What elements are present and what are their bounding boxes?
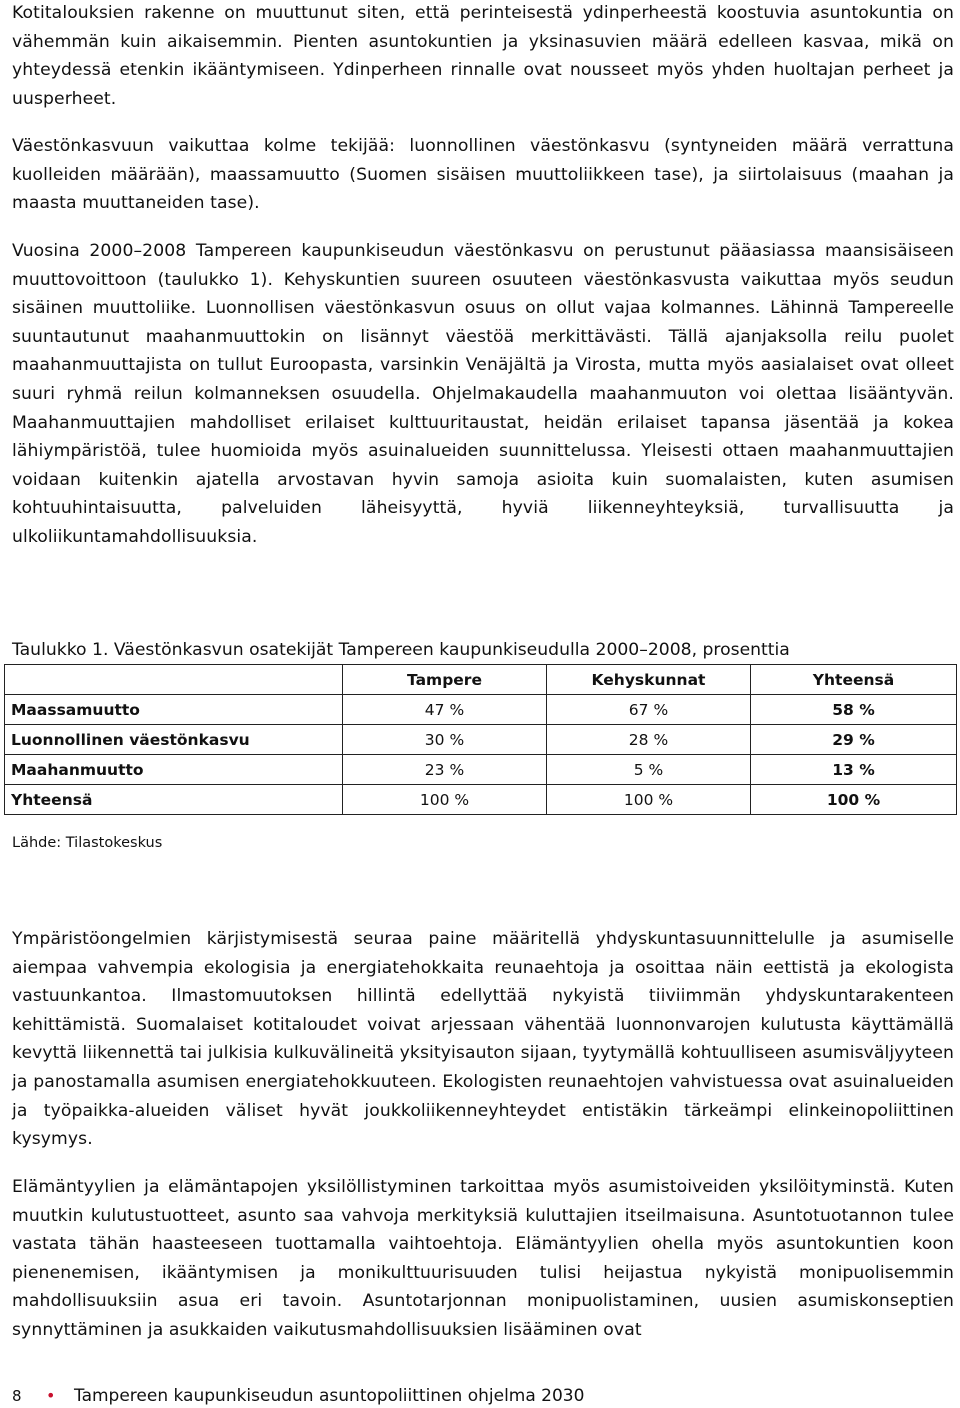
table-source-note: Lähde: Tilastokeskus xyxy=(12,835,163,851)
paragraph-environmental-issues: Ympäristöongelmien kärjistymisestä seuraa paine määritellä yhdyskuntasuunnittelulle ja asumiselle aiempaa vahvempia ekologisia ja energiatehokkaita reunaehtoja ja osoittaa näin eettistä ja ekologista vastuunkantoa. Ilmastomuutoksen hillintä edellyttää nykyistä tiiviimmän yhdyskuntarakenteen kehittämistä. Suomalaiset kotitaloudet voivat arjessaan vähentää luonnonvarojen kulutusta käyttämällä kevyttä liikennettä tai julkisia kulkuvälineitä yksityisauton sijaan, tyytymällä kohtuulliseen asumisväljyyteen ja panostamalla asumisen energiatehokkuuteen. Ekologisten reunaehtojen vahvistuessa ovat asuinalueiden ja työpaikka-alueiden väliset hyvät joukkoliikenneyhteydet entistäkin tärkeämpi elinkeinopoliittinen kysymys. xyxy=(12,929,954,1150)
table-row xyxy=(5,695,957,725)
cell-kehyskunnat: 5 % xyxy=(547,755,751,785)
table-header-empty xyxy=(5,665,343,695)
table-row xyxy=(5,725,957,755)
table-row xyxy=(5,755,957,785)
cell-kehyskunnat: 67 % xyxy=(547,695,751,725)
table-header-kehyskunnat: Kehyskunnat xyxy=(547,665,751,695)
row-label: Luonnollinen väestönkasvu xyxy=(5,725,343,755)
population-growth-table xyxy=(4,664,957,815)
cell-tampere: 23 % xyxy=(343,755,547,785)
cell-yhteensa: 100 % xyxy=(751,785,957,815)
table-header-tampere: Tampere xyxy=(343,665,547,695)
cell-tampere: 30 % xyxy=(343,725,547,755)
cell-tampere: 47 % xyxy=(343,695,547,725)
table-container xyxy=(4,664,956,815)
cell-kehyskunnat: 28 % xyxy=(547,725,751,755)
page-footer xyxy=(12,1384,954,1408)
table-row xyxy=(5,785,957,815)
row-label: Yhteensä xyxy=(5,785,343,815)
bullet-icon: • xyxy=(46,1386,56,1405)
paragraph-population-growth-factors: Väestönkasvuun vaikuttaa kolme tekijää: luonnollinen väestönkasvu (syntyneiden määrä verrattuna kuolleiden määrään), maassamuutto (Suomen sisäisen muuttoliikkeen tase), ja siirtolaisuus (maahan ja maasta muuttaneiden tase). xyxy=(12,136,954,214)
table-caption: Taulukko 1. Väestönkasvun osatekijät Tampereen kaupunkiseudulla 2000–2008, prosenttia xyxy=(12,640,790,660)
row-label: Maassamuutto xyxy=(5,695,343,725)
cell-yhteensa: 29 % xyxy=(751,725,957,755)
table-header-row xyxy=(5,665,957,695)
cell-kehyskunnat: 100 % xyxy=(547,785,751,815)
paragraph-growth-2000-2008: Vuosina 2000–2008 Tampereen kaupunkiseudun väestönkasvu on perustunut pääasiassa maansisäiseen muuttovoittoon (taulukko 1). Kehyskuntien suureen osuuteen väestönkasvusta vaikuttaa myös seudun sisäinen muuttoliike. Luonnollisen väestönkasvun osuus on ollut vajaa kolmannes. Lähinnä Tampereelle suuntautunut maahanmuuttokin on lisännyt väestöä merkittävästi. Tällä ajanjaksolla reilu puolet maahanmuuttajista on tullut Euroopasta, varsinkin Venäjältä ja Virosta, mutta myös aasialaiset ovat olleet suuri ryhmä reilun kolmanneksen osuudella. Ohjelmakaudella maahanmuuton voi olettaa lisääntyvän. Maahanmuuttajien mahdolliset erilaiset kulttuuritaustat, heidän erilaiset tapansa jäsentää ja kokea lähiympäristöä, tulee huomioida myös asuinalueiden suunnittelussa. Yleisesti ottaen maahanmuuttajien voidaan kuitenkin ajatella arvostavan hyvin samoja asioita kuin suomalaisten, kuten asumisen kohtuuhintaisuutta, palveluiden läheisyyttä, hyviä liikenneyhteyksiä, turvallisuutta ja ulkoliikuntamahdollisuuksia. xyxy=(12,241,954,547)
page-number: 8 xyxy=(12,1387,22,1405)
paragraph-household-structure: Kotitalouksien rakenne on muuttunut siten, että perinteisestä ydinperheestä koostuvia asuntokuntia on vähemmän kuin aikaisemmin. Pienten asuntokuntien ja yksinasuvien määrä edelleen kasvaa, mikä on yhteydessä etenkin ikääntymiseen. Ydinperheen rinnalle ovat nousseet myös yhden huoltajan perheet ja uusperheet. xyxy=(12,3,954,109)
cell-tampere: 100 % xyxy=(343,785,547,815)
table-header-yhteensa: Yhteensä xyxy=(751,665,957,695)
row-label: Maahanmuutto xyxy=(5,755,343,785)
cell-yhteensa: 58 % xyxy=(751,695,957,725)
cell-yhteensa: 13 % xyxy=(751,755,957,785)
footer-title: Tampereen kaupunkiseudun asuntopoliittinen ohjelma 2030 xyxy=(74,1386,585,1406)
paragraph-lifestyle-individualisation: Elämäntyylien ja elämäntapojen yksilöllistyminen tarkoittaa myös asumistoiveiden yksilöityminstä. Kuten muutkin kulutustuotteet, asunto saa vahvoja merkityksiä kuluttajien itseilmaisuna. Asuntotuotannon tulee vastata tähän haasteeseen tuottamalla vaihtoehtoja. Elämäntyylien ohella myös asuntokuntien koon pienenemisen, ikääntymisen ja monikulttuurisuuden tulisi heijastua nykyistä monipuolisemmin mahdollisuuksiin asua eri tavoin. Asuntotarjonnan monipuolistaminen, uusien asumiskonseptien synnyttäminen ja asukkaiden vaikutusmahdollisuuksien lisääminen ovat xyxy=(12,1177,954,1340)
